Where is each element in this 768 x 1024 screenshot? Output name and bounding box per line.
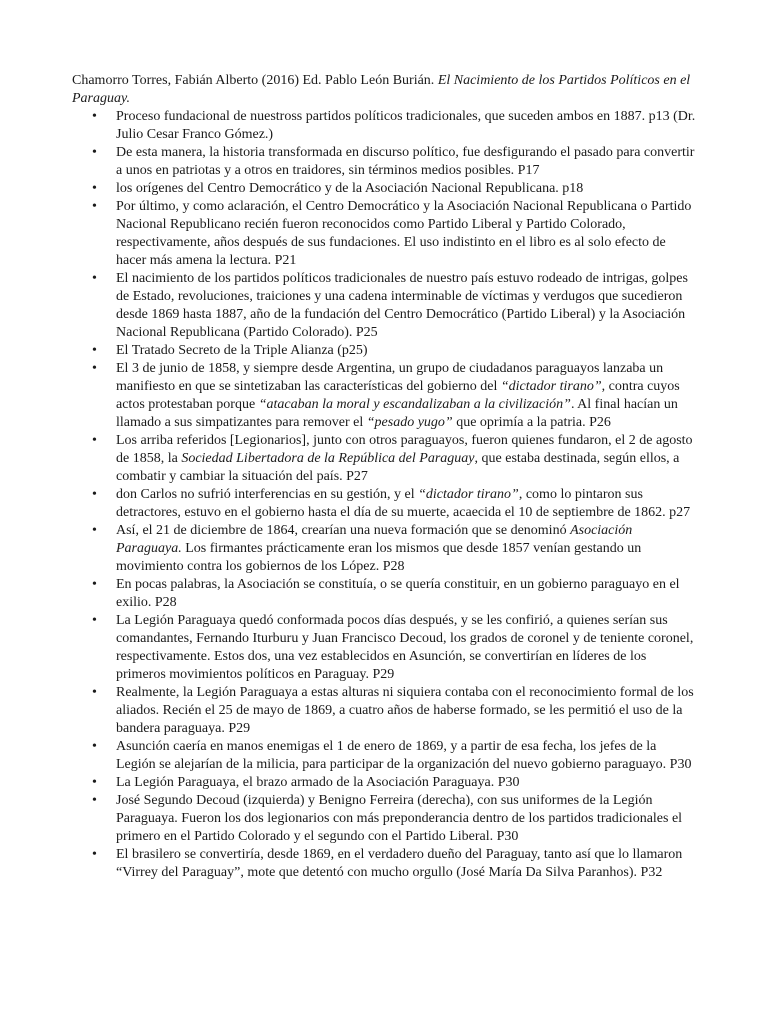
note-item: [72, 738, 698, 774]
note-item: [72, 198, 698, 270]
note-italic-text: “dictador tirano”: [500, 379, 602, 394]
note-italic-text: Sociedad Libertadora de la República del Paraguay: [181, 451, 475, 466]
note-italic-text: “atacaban la moral y escandalizaban a la civilización”: [258, 397, 571, 412]
note-text: , como lo pintaron sus detractores, estuvo en el gobierno hasta el día de su muerte, acaecida el 10 de septiembre de 1862. p27: [116, 487, 691, 520]
citation-book-title: El Nacimiento de los Partidos Políticos en el Paraguay.: [72, 73, 691, 106]
note-item: [72, 270, 698, 342]
note-item: [72, 486, 698, 522]
note-item: [72, 522, 698, 576]
note-text: Por último, y como aclaración, el Centro Democrático y la Asociación Nacional Republicana o Partido Nacional Republicano recién fueron reconocidos como Partido Liberal y Partido Colorado, respectivamente, años después de sus fundaciones. El uso indistinto en el libro es al solo efecto de hacer más amena la lectura. P21: [116, 199, 692, 268]
note-text: Los arriba referidos [Legionarios], junto con otros paraguayos, fueron quienes fundaron, el 2 de agosto de 1858, la: [116, 433, 693, 466]
note-text: don Carlos no sufrió interferencias en su gestión, y el: [116, 487, 419, 502]
note-text: El brasilero se convertiría, desde 1869, en el verdadero dueño del Paraguay, tanto así que lo llamaron “Virrey del Paraguay”, mote que detentó con mucho orgullo (José María Da Silva Paranhos). P32: [116, 847, 683, 880]
note-item: [72, 846, 698, 882]
note-item: [72, 360, 698, 432]
note-text: Realmente, la Legión Paraguaya a estas alturas ni siquiera contaba con el reconocimiento formal de los aliados. Recién el 25 de mayo de 1869, a cuatro años de haberse formado, se les permitió el uso de la bandera paraguaya. P29: [116, 685, 694, 736]
note-text: Los firmantes prácticamente eran los mismos que desde 1857 venían gestando un movimiento contra los gobiernos de los López. P28: [116, 541, 642, 574]
document-page: [72, 72, 698, 882]
note-text: El Tratado Secreto de la Triple Alianza (p25): [116, 343, 368, 358]
note-text: La Legión Paraguaya quedó conformada pocos días después, y se les confirió, a quienes serían sus comandantes, Fernando Iturburu y Juan Francisco Decoud, los grados de coronel y de teniente coronel, respectivamente. Estos dos, una vez establecidos en Asunción, se convertirían en líderes de los primeros movimientos políticos en Paraguay. P29: [116, 613, 694, 682]
note-text: Así, el 21 de diciembre de 1864, crearían una nueva formación que se denominó: [116, 523, 571, 538]
note-text: El 3 de junio de 1858, y siempre desde Argentina, un grupo de ciudadanos paraguayos lanzaba un manifiesto en que se sintetizaban las características del gobierno del: [116, 361, 664, 394]
note-text: En pocas palabras, la Asociación se constituía, o se quería constituir, en un gobierno paraguayo en el exilio. P28: [116, 577, 680, 610]
note-item: [72, 144, 698, 180]
note-italic-text: “pesado yugo”: [366, 415, 453, 430]
note-item: [72, 342, 698, 360]
note-item: [72, 108, 698, 144]
note-text: que oprimía a la patria. P26: [452, 415, 611, 430]
note-item: [72, 792, 698, 846]
note-text: . Al final hacían un llamado a sus simpatizantes para remover el: [116, 397, 678, 430]
note-item: [72, 180, 698, 198]
note-item: [72, 684, 698, 738]
note-item: [72, 432, 698, 486]
note-item: [72, 576, 698, 612]
note-text: La Legión Paraguaya, el brazo armado de la Asociación Paraguaya. P30: [116, 775, 520, 790]
note-text: El nacimiento de los partidos políticos tradicionales de nuestro país estuvo rodeado de intrigas, golpes de Estado, revoluciones, traiciones y una cadena interminable de víctimas y verdugos que sucedieron desde 1869 hasta 1887, año de la fundación del Centro Democrático (Partido Liberal) y la Asociación Nacional Republicana (Partido Colorado). P25: [116, 271, 688, 340]
citation-authors: Chamorro Torres, Fabián Alberto (2016) Ed. Pablo León Burián.: [72, 73, 438, 88]
note-italic-text: “dictador tirano”: [418, 487, 519, 502]
note-text: José Segundo Decoud (izquierda) y Benigno Ferreira (derecha), con sus uniformes de la Legión Paraguaya. Fueron los dos legionarios con más preponderancia dentro de los partidos tradicionales el primero en el Partido Colorado y el segundo con el Partido Liberal. P30: [116, 793, 683, 844]
note-text: los orígenes del Centro Democrático y de la Asociación Nacional Republicana. p18: [116, 181, 584, 196]
note-text: , que estaba destinada, según ellos, a combatir y cambiar la situación del país. P27: [116, 451, 680, 484]
notes-bullet-list: [72, 108, 698, 882]
note-text: Proceso fundacional de nuestross partidos políticos tradicionales, que suceden ambos en 1887. p13 (Dr. Julio Cesar Franco Gómez.): [116, 109, 696, 142]
note-item: [72, 774, 698, 792]
note-text: De esta manera, la historia transformada en discurso político, fue desfigurando el pasado para convertir a unos en patriotas y a otros en traidores, sin términos medios posibles. P17: [116, 145, 695, 178]
note-text: , contra cuyos actos protestaban porque: [116, 379, 680, 412]
note-item: [72, 612, 698, 684]
citation-heading: [72, 72, 698, 108]
note-italic-text: Asociación Paraguaya.: [116, 523, 633, 556]
note-text: Asunción caería en manos enemigas el 1 de enero de 1869, y a partir de esa fecha, los jefes de la Legión se alejarían de la milicia, para participar de la organización del nuevo gobierno paraguayo. P30: [116, 739, 692, 772]
